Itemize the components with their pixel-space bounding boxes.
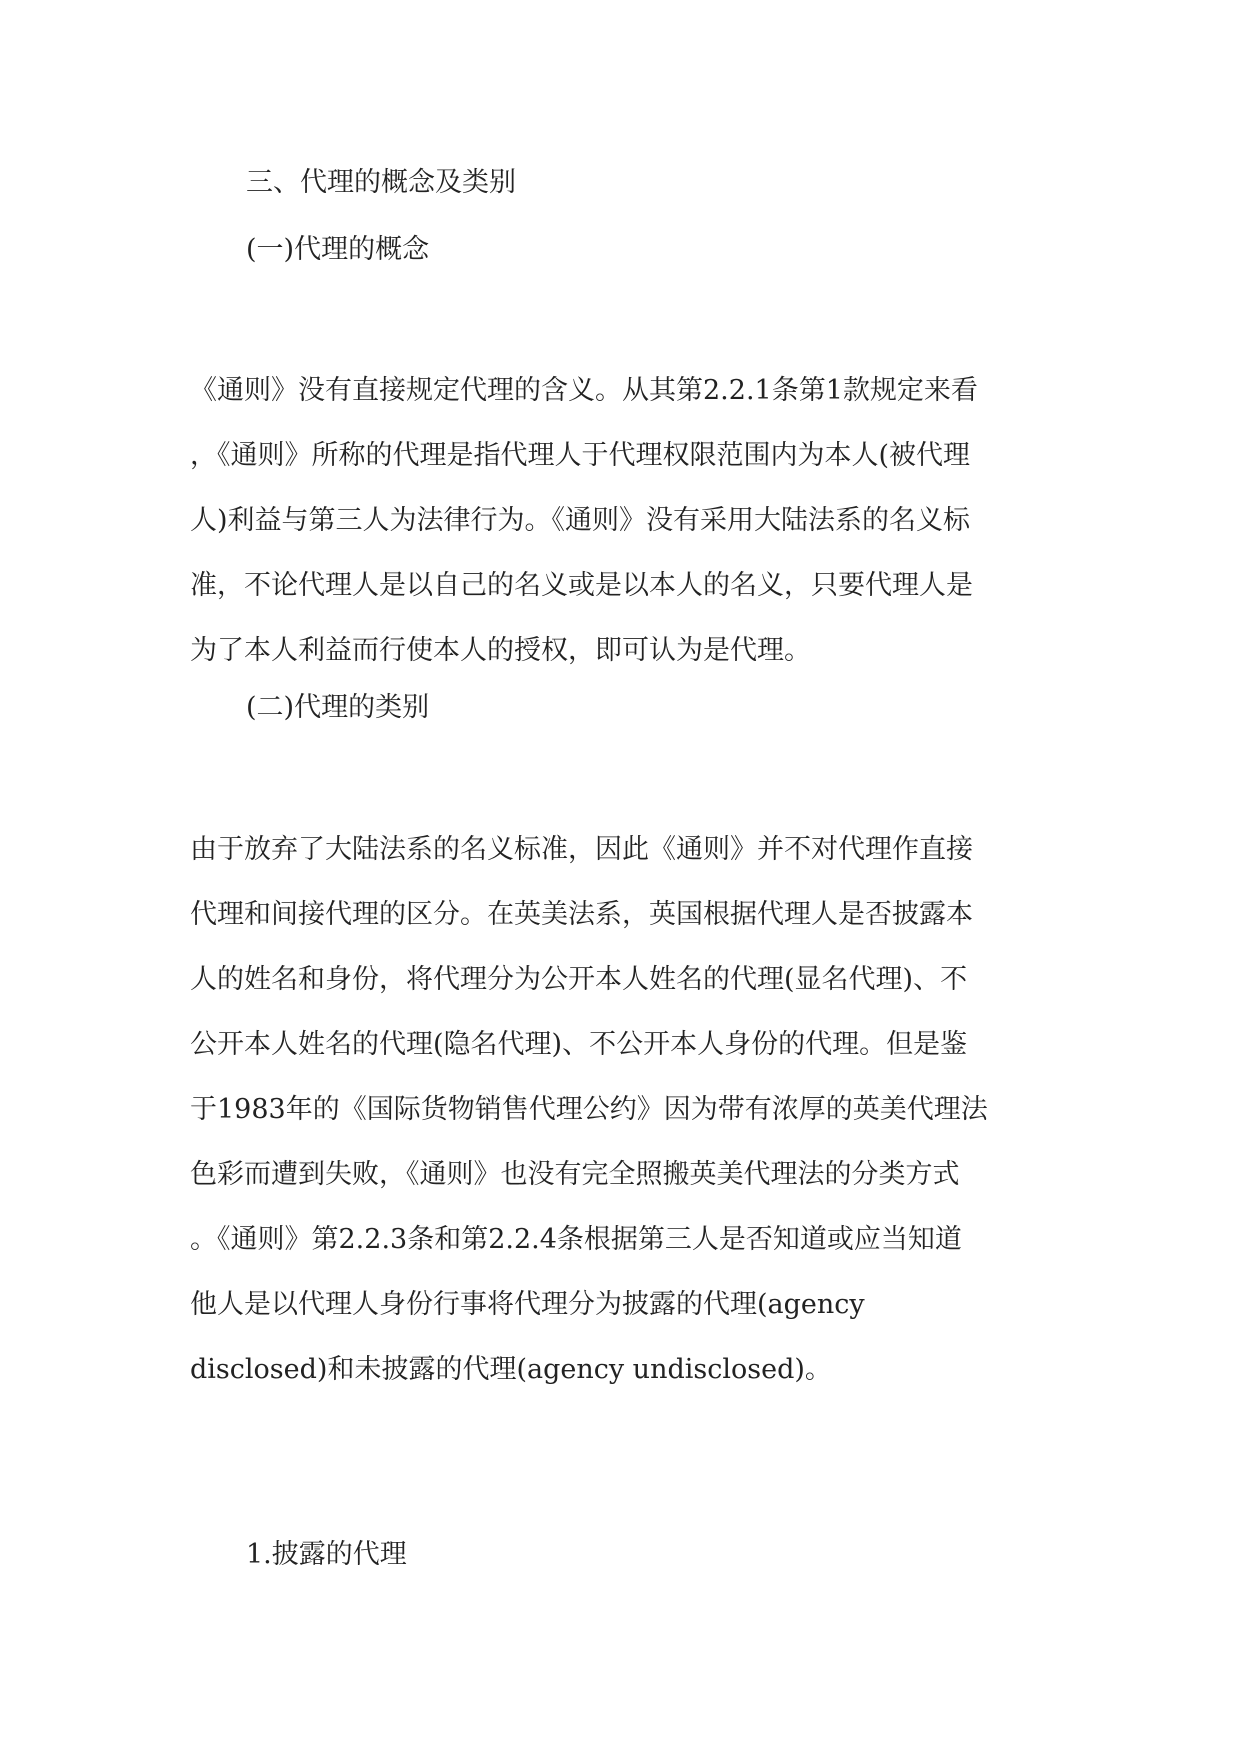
paragraph-line: 公开本人姓名的代理(隐名代理)、不公开本人身份的代理。但是鉴 — [190, 1029, 968, 1060]
paragraph-line: 准，不论代理人是以自己的名义或是以本人的名义，只要代理人是 — [190, 570, 973, 601]
paragraph-line: ，《通则》所称的代理是指代理人于代理权限范围内为本人(被代理 — [190, 440, 971, 471]
paragraph-categories — [190, 817, 1070, 1402]
paragraph-line: 《通则》没有直接规定代理的含义。从其第2.2.1条第1款规定来看 — [190, 375, 978, 406]
paragraph-line: 代理和间接代理的区分。在英美法系，英国根据代理人是否披露本 — [190, 899, 973, 930]
paragraph-line: 于1983年的《国际货物销售代理公约》因为带有浓厚的英美代理法 — [190, 1094, 988, 1125]
paragraph-line: 他人是以代理人身份行事将代理分为披露的代理(agency — [190, 1289, 865, 1320]
paragraph-line: 由于放弃了大陆法系的名义标准，因此《通则》并不对代理作直接 — [190, 834, 973, 865]
paragraph-line: 。《通则》第2.2.3条和第2.2.4条根据第三人是否知道或应当知道 — [190, 1224, 962, 1255]
subheading-disclosed-agency: 1.披露的代理 — [246, 1539, 407, 1570]
paragraph-line: 色彩而遭到失败，《通则》也没有完全照搬英美代理法的分类方式 — [190, 1159, 960, 1190]
paragraph-line: disclosed)和未披露的代理(agency undisclosed)。 — [190, 1354, 832, 1385]
paragraph-concept — [190, 358, 1070, 683]
subheading-categories: (二)代理的类别 — [246, 692, 430, 723]
subheading-concept: (一)代理的概念 — [246, 234, 430, 265]
paragraph-line: 人的姓名和身份，将代理分为公开本人姓名的代理(显名代理)、不 — [190, 964, 968, 995]
paragraph-line: 为了本人利益而行使本人的授权，即可认为是代理。 — [190, 635, 811, 666]
paragraph-line: 人)利益与第三人为法律行为。《通则》没有采用大陆法系的名义标 — [190, 505, 971, 536]
section-heading: 三、代理的概念及类别 — [246, 167, 516, 198]
